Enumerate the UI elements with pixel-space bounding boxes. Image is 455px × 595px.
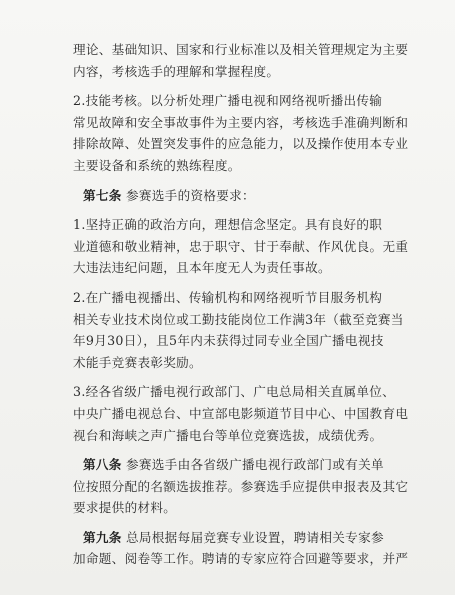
text-line	[73, 476, 419, 498]
line-text: 大违法违纪问题，且本年度无人为责任事故。	[73, 260, 331, 276]
line-text: 排除故障、处置突发事件的应急能力，以及操作使用本专业	[73, 136, 409, 152]
text-line	[73, 309, 419, 331]
document-body	[73, 39, 419, 570]
line-text: 2.在广播电视播出、传输机构和网络视听节目服务机构	[73, 289, 383, 305]
text-line	[73, 236, 419, 258]
text-line	[73, 352, 419, 374]
paragraph-gap	[73, 206, 419, 214]
text-line	[73, 287, 419, 309]
article-label: 第七条	[83, 187, 122, 203]
line-text: 主要设备和系统的熟练程度。	[73, 157, 241, 173]
line-text: 相关专业技术岗位或工勤技能岗位工作满3年（截至竞赛当	[73, 311, 404, 327]
line-text: 要求提供的材料。	[73, 500, 177, 516]
line-text: 中央广播电视总台、中宣部电影频道节目中心、中国教育电	[73, 405, 409, 421]
line-text: 加命题、阅卷等工作。聘请的专家应符合回避等要求，并严	[73, 551, 409, 567]
text-line	[73, 497, 419, 519]
text-line	[73, 214, 419, 236]
text-line	[73, 112, 419, 134]
paragraph-gap	[73, 373, 419, 381]
text-line	[83, 454, 419, 476]
line-text: 业道德和敬业精神，忠于职守、甘于奉献、作风优良。无重	[73, 238, 409, 254]
text-line	[73, 257, 419, 279]
text-line	[73, 61, 419, 83]
paragraph-gap	[73, 446, 419, 454]
line-text: 参赛选手由各省级广播电视行政部门或有关单	[121, 457, 384, 473]
line-text: 位按照分配的名额选拔推荐。参赛选手应提供申报表及其它	[73, 478, 409, 494]
text-line	[73, 548, 419, 570]
text-line	[73, 381, 419, 403]
article-label: 第九条	[83, 529, 122, 545]
line-text: 2.技能考核。以分析处理广播电视和网络视听播出传输	[73, 93, 383, 109]
line-text: 内容，考核选手的理解和掌握程度。	[73, 63, 280, 79]
article-label: 第八条	[83, 457, 122, 473]
paragraph-gap	[73, 177, 419, 185]
line-text: 年9月30日），且5年内未获得过同专业全国广播电视技	[73, 333, 384, 349]
line-text: 理论、基础知识、国家和行业标准以及相关管理规定为主要	[73, 42, 409, 57]
text-line	[73, 39, 419, 61]
text-line	[73, 155, 419, 177]
line-text: 总局根据每届竞赛专业设置，聘请相关专家参	[121, 529, 384, 545]
line-text: 1.坚持正确的政治方向，理想信念坚定。具有良好的职	[73, 217, 383, 233]
text-line	[73, 330, 419, 352]
line-text: 参赛选手的资格要求：	[121, 187, 255, 203]
line-text: 3.经各省级广播电视行政部门、广电总局相关直属单位、	[73, 384, 396, 400]
text-line	[83, 185, 419, 207]
paragraph-gap	[73, 279, 419, 287]
paragraph-gap	[73, 82, 419, 90]
line-text: 常见故障和安全事故事件为主要内容，考核选手准确判断和	[73, 114, 409, 130]
paragraph-gap	[73, 519, 419, 527]
text-line	[73, 90, 419, 112]
line-text: 视台和海峡之声广播电台等单位竞赛选拔，成绩优秀。	[73, 427, 383, 443]
text-line	[73, 403, 419, 425]
text-line	[73, 133, 419, 155]
text-line	[73, 425, 419, 447]
line-text: 术能手竞赛表彰奖励。	[73, 354, 202, 370]
text-line	[83, 527, 419, 549]
